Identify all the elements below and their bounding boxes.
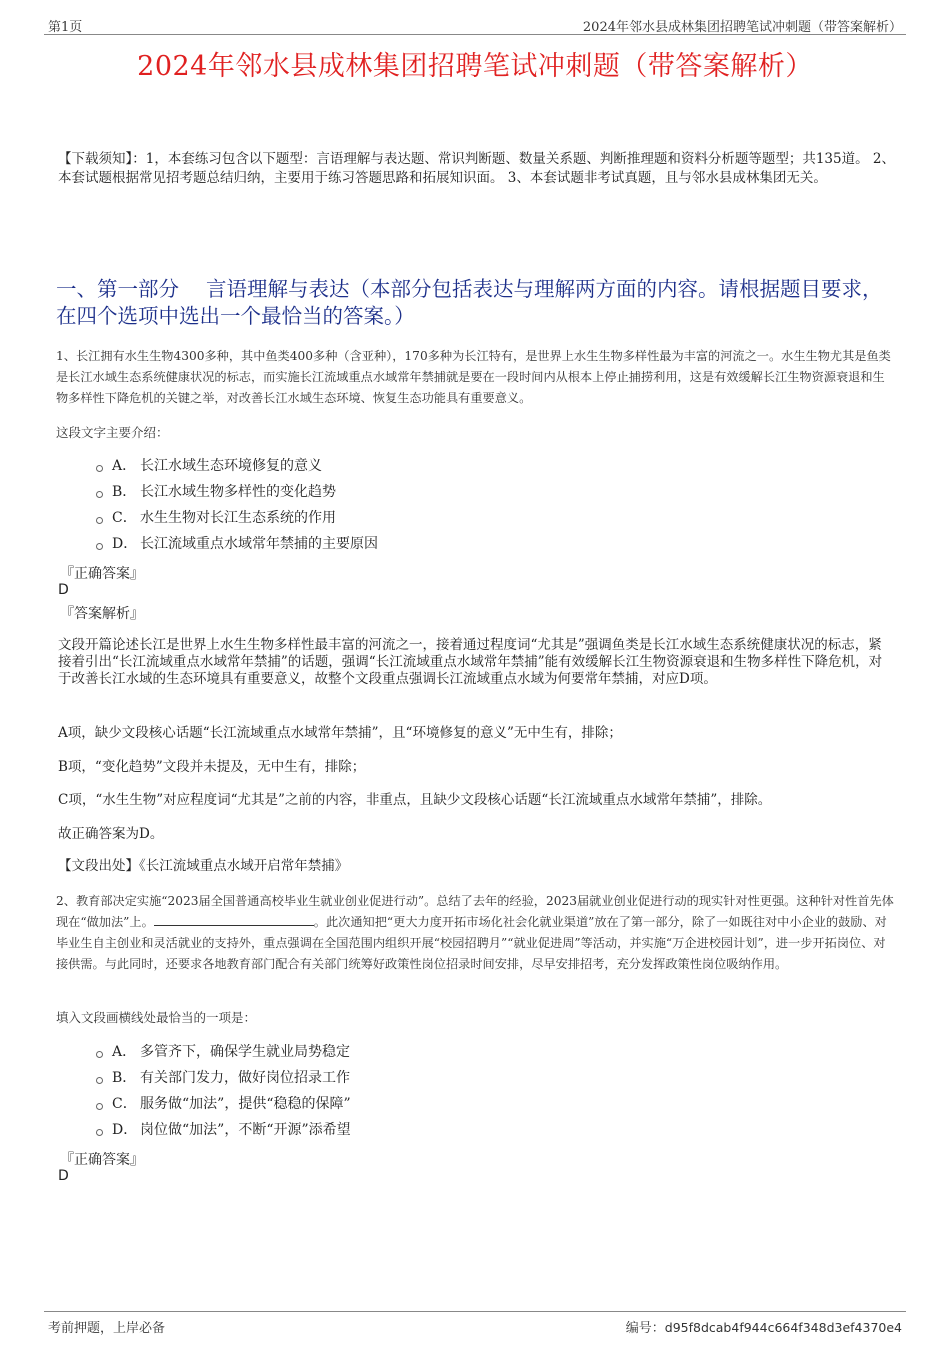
option-b[interactable] [96, 1065, 351, 1091]
section-heading: 一、第一部分 言语理解与表达（本部分包括表达与理解两方面的内容。请根据题目要求，在四个选项中选出一个最恰当的答案。） [56, 277, 883, 328]
radio-icon[interactable] [96, 1129, 103, 1136]
option-text: 长江水域生态环境修复的意义 [140, 458, 322, 474]
footer-slogan: 考前押题，上岸必备 [48, 1321, 166, 1336]
option-d[interactable] [96, 1117, 351, 1143]
page-footer [44, 1311, 906, 1338]
analysis-option-c: C项，“水生生物”对应程度词“尤其是”之前的内容，非重点，且缺少文段核心话题“长江流域重点水域常年禁捕”，排除。 [58, 792, 772, 808]
document-id-value: d95f8dcab4f944c664f348d3ef4370e4 [664, 1320, 902, 1335]
radio-icon[interactable] [96, 1077, 103, 1084]
option-text: 有关部门发力，做好岗位招录工作 [140, 1070, 350, 1086]
option-letter: D． [112, 536, 138, 552]
option-text: 岗位做“加法”，不断“开源”添希望 [140, 1122, 351, 1138]
download-notice: 【下载须知】：1，本套练习包含以下题型：言语理解与表达题、常识判断题、数量关系题、判断推理题和资料分析题等题型；共135道。 2、本套试题根据常见招考题总结归纳，主要用于练习答题思路和拓展知识面。 3、本套试题非考试真题，且与邻水县成林集团无关。 [58, 151, 895, 186]
option-text: 长江水域生物多样性的变化趋势 [140, 484, 336, 500]
option-letter: C． [112, 510, 137, 526]
radio-icon[interactable] [96, 1103, 103, 1110]
option-b[interactable] [96, 479, 378, 505]
option-letter: B． [112, 484, 137, 500]
header-doc-title: 2024年邻水县成林集团招聘笔试冲刺题（带答案解析） [582, 20, 902, 35]
question-2-text [56, 891, 896, 975]
option-a[interactable] [96, 453, 378, 479]
option-text: 多管齐下，确保学生就业局势稳定 [140, 1044, 350, 1060]
option-a[interactable] [96, 1039, 351, 1065]
analysis-option-a: A项，缺少文段核心话题“长江流域重点水域常年禁捕”，且“环境修复的意义”无中生有，排除； [58, 725, 622, 741]
radio-icon[interactable] [96, 491, 103, 498]
document-title: 2024年邻水县成林集团招聘笔试冲刺题（带答案解析） [137, 51, 813, 82]
question-2-text-after: 。此次通知把“更大力度开拓市场化社会化就业渠道”放在了第一部分，除了一如既往对中小企业的鼓励、对毕业生自主创业和灵活就业的支持外，重点强调在全国范围内组织开展“校园招聘月”“就业促进周”等活动，并实施“万企进校园计划”，进一步开拓岗位、对接供需。与此同时，还要求各地教育部门配合有关部门统筹好政策性岗位招录时间安排，尽早安排招考，充分发挥政策性岗位吸纳作用。 [56, 915, 887, 971]
option-d[interactable] [96, 531, 378, 557]
document-id-label: 编号： [625, 1321, 665, 1336]
question-1-prompt: 这段文字主要介绍： [56, 425, 169, 440]
page-number: 第1页 [48, 20, 83, 35]
radio-icon[interactable] [96, 1051, 103, 1058]
analysis-conclusion: 故正确答案为D。 [58, 826, 164, 842]
option-c[interactable] [96, 505, 378, 531]
analysis-paragraph: 文段开篇论述长江是世界上水生生物多样性最丰富的河流之一，接着通过程度词“尤其是”强调鱼类是长江水域生态系统健康状况的标志，紧接着引出“长江流域重点水域常年禁捕”的话题，强调“长江流域重点水域常年禁捕”能有效缓解长江生物资源衰退和生物多样性下降危机，对于改善长江水域的生态环境具有重要意义，故整个文段重点强调长江流域重点水域为何要常年禁捕，对应D项。 [58, 637, 883, 687]
page-header [44, 14, 906, 35]
option-text: 长江流域重点水域常年禁捕的主要原因 [140, 536, 378, 552]
question-2-options [96, 1039, 351, 1143]
question-1-options [96, 453, 378, 557]
question-2-prompt: 填入文段画横线处最恰当的一项是： [56, 1010, 257, 1025]
option-text: 服务做“加法”，提供“稳稳的保障” [140, 1096, 351, 1112]
option-c[interactable] [96, 1091, 351, 1117]
radio-icon[interactable] [96, 465, 103, 472]
option-letter: A． [112, 1044, 137, 1060]
correct-answer: D [58, 582, 69, 598]
option-letter: D． [112, 1122, 138, 1138]
source-reference: 【文段出处】《长江流域重点水域开启常年禁捕》 [58, 858, 349, 874]
option-text: 水生生物对长江生态系统的作用 [140, 510, 336, 526]
answer-tag: 『正确答案』 [60, 1152, 144, 1168]
answer-tag: 『正确答案』 [60, 566, 144, 582]
question-2-text-before: 2、教育部决定实施“2023届全国普通高校毕业生就业创业促进行动”。总结了去年的经验，2023届就业创业促进行动的现实针对性更强。这种针对性首先体现在“做加法”上。 [56, 894, 894, 929]
document-id [626, 1317, 902, 1336]
analysis-tag: 『答案解析』 [60, 606, 144, 622]
option-letter: A． [112, 458, 137, 474]
correct-answer: D [58, 1168, 69, 1184]
option-letter: B． [112, 1070, 137, 1086]
fill-blank [154, 913, 314, 926]
question-1-text: 1、长江拥有水生生物4300多种，其中鱼类400多种（含亚种），170多种为长江特有，是世界上水生生物多样性最为丰富的河流之一。水生生物尤其是鱼类是长江水域生态系统健康状况的标志，而实施长江流域重点水域常年禁捕就是要在一段时间内从根本上停止捕捞利用，这是有效缓解长江生物资源衰退和生物多样性下降危机的关键之举，对改善长江水域生态环境、恢复生态功能具有重要意义。 [56, 349, 891, 405]
radio-icon[interactable] [96, 517, 103, 524]
radio-icon[interactable] [96, 543, 103, 550]
analysis-option-b: B项，“变化趋势”文段并未提及，无中生有，排除； [58, 759, 366, 775]
option-letter: C． [112, 1096, 137, 1112]
